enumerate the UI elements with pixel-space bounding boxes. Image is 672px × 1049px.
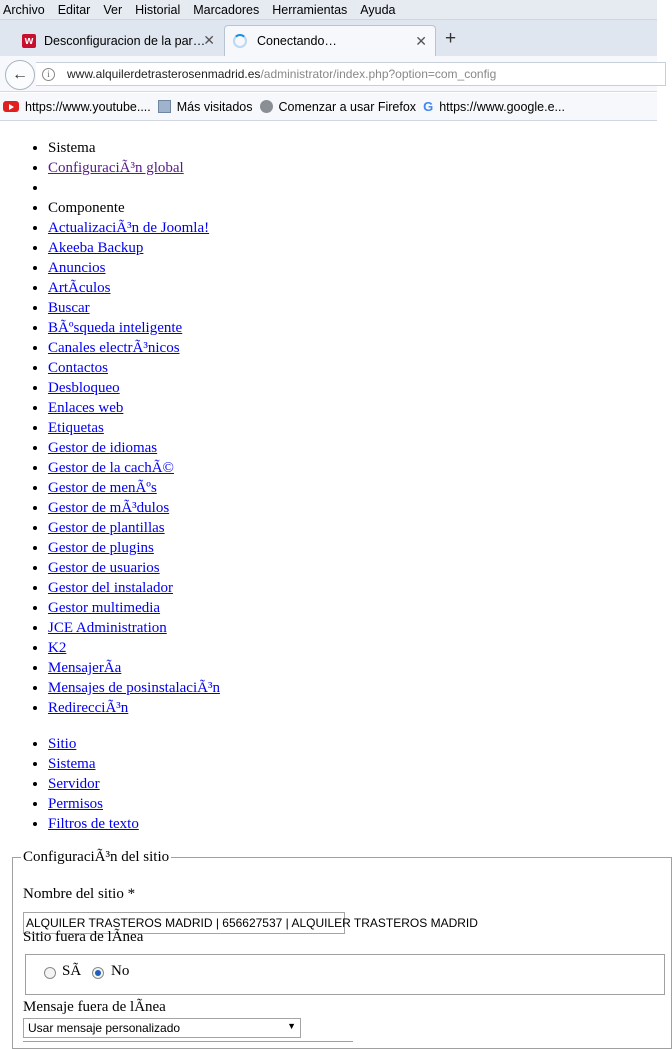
menu-ver[interactable]: Ver — [103, 2, 123, 17]
list-item — [48, 318, 220, 338]
url-domain: www.alquilerdetrasterosenmadrid.es — [67, 67, 261, 81]
offline-radio-group — [25, 954, 665, 995]
menu-marcadores[interactable]: Marcadores — [193, 2, 260, 17]
link-component[interactable]: MensajerÃa — [48, 660, 122, 676]
list-item — [48, 398, 220, 418]
list-item — [48, 814, 139, 834]
offline-no-label: No — [111, 963, 130, 979]
tab-sitio[interactable]: Sitio — [48, 736, 77, 752]
list-item — [48, 578, 220, 598]
tab-desconfiguracion[interactable] — [14, 25, 223, 56]
list-item — [48, 258, 220, 278]
tab-filtros-de-texto[interactable]: Filtros de texto — [48, 816, 139, 832]
list-item — [48, 218, 220, 238]
back-button[interactable] — [5, 60, 35, 90]
tab-servidor[interactable]: Servidor — [48, 776, 100, 792]
tab-conectando[interactable] — [224, 25, 436, 56]
menu-bar — [0, 0, 657, 20]
list-item — [48, 438, 220, 458]
back-arrow-icon: ← — [12, 66, 28, 83]
link-component[interactable]: ArtÃculos — [48, 280, 111, 296]
list-item — [48, 358, 220, 378]
link-component[interactable]: Desbloqueo — [48, 380, 120, 396]
offline-message-label: Mensaje fuera de lÃnea — [23, 999, 166, 1015]
tab-title: Desconfiguracion de la par… — [44, 33, 206, 48]
list-item — [48, 678, 220, 698]
offline-yes-label: SÃ — [62, 963, 82, 979]
link-component[interactable]: RedirecciÃ³n — [48, 700, 129, 716]
link-component[interactable]: Canales electrÃ³nicos — [48, 340, 180, 356]
info-icon[interactable]: i — [42, 68, 55, 81]
new-tab-button[interactable]: + — [445, 28, 457, 49]
link-component[interactable]: Buscar — [48, 300, 90, 316]
close-icon[interactable]: ✕ — [203, 32, 215, 48]
loading-spinner-icon — [233, 34, 247, 48]
bookmark-label: Más visitados — [176, 99, 253, 114]
bookmark-label: https://www.youtube.... — [25, 99, 151, 114]
list-item — [48, 238, 220, 258]
divider — [23, 1041, 353, 1042]
menu-herramientas[interactable]: Herramientas — [272, 2, 348, 17]
empty-list-item — [48, 178, 220, 198]
link-component[interactable]: Gestor de plugins — [48, 540, 154, 556]
offline-no-radio[interactable] — [92, 967, 104, 979]
bookmark-firefox[interactable] — [260, 100, 417, 114]
link-component[interactable]: Mensajes de posinstalaciÃ³n — [48, 680, 220, 696]
link-component[interactable]: Gestor de idiomas — [48, 440, 158, 456]
tab-sistema[interactable]: Sistema — [48, 756, 96, 772]
offline-label: Sitio fuera de lÃnea — [23, 929, 144, 945]
list-item — [48, 518, 220, 538]
list-item — [48, 158, 220, 178]
link-configuracion-global[interactable]: ConfiguraciÃ³n global — [48, 160, 184, 176]
link-component[interactable]: K2 — [48, 640, 67, 656]
bookmarks-bar — [0, 93, 657, 121]
link-component[interactable]: Gestor de mÃ³dulos — [48, 500, 170, 516]
list-item — [48, 418, 220, 438]
config-tabs — [0, 734, 139, 834]
firefox-icon — [260, 100, 273, 113]
list-item — [48, 658, 220, 678]
bookmark-most-visited[interactable] — [158, 100, 253, 114]
list-item — [48, 774, 139, 794]
site-name-input[interactable]: ALQUILER TRASTEROS MADRID | 656627537 | ALQUILER TRASTEROS MADRID — [23, 912, 345, 934]
list-item — [48, 754, 139, 774]
list-item — [48, 458, 220, 478]
link-component[interactable]: ActualizaciÃ³n de Joomla! — [48, 220, 210, 236]
site-config-fieldset — [12, 849, 672, 1049]
list-item — [48, 378, 220, 398]
menu-archivo[interactable]: Archivo — [3, 2, 45, 17]
list-item — [48, 734, 139, 754]
most-visited-icon — [158, 100, 171, 113]
list-item — [48, 698, 220, 718]
w-logo-icon: w — [22, 34, 36, 48]
list-item — [48, 558, 220, 578]
bookmark-google[interactable] — [423, 99, 565, 114]
sidebar-menu — [0, 138, 220, 718]
dropdown-arrow-icon: ▼ — [287, 1021, 296, 1031]
url-bar[interactable] — [36, 62, 666, 86]
list-item — [48, 338, 220, 358]
menu-ayuda[interactable]: Ayuda — [360, 2, 396, 17]
offline-yes-radio[interactable] — [44, 967, 56, 979]
link-component[interactable]: Akeeba Backup — [48, 240, 144, 256]
section-heading-componente: • Componente — [48, 198, 220, 218]
link-component[interactable]: Gestor del instalador — [48, 580, 173, 596]
select-value: Usar mensaje personalizado — [28, 1021, 181, 1035]
link-component[interactable]: Gestor de plantillas — [48, 520, 165, 536]
menu-editar[interactable]: Editar — [57, 2, 91, 17]
tab-permisos[interactable]: Permisos — [48, 796, 104, 812]
bookmark-label: https://www.google.e... — [439, 99, 565, 114]
link-component[interactable]: JCE Administration — [48, 620, 167, 636]
tab-strip — [0, 20, 657, 56]
list-item — [48, 618, 220, 638]
list-item — [48, 538, 220, 558]
fieldset-legend: ConfiguraciÃ³n del sitio — [23, 849, 170, 865]
site-name-label: Nombre del sitio * — [23, 886, 136, 902]
link-component[interactable]: Gestor de menÃºs — [48, 480, 157, 496]
link-component[interactable]: Gestor multimedia — [48, 600, 161, 616]
url-path: /administrator/index.php?option=com_config — [260, 67, 497, 81]
link-component[interactable]: BÃºsqueda inteligente — [48, 320, 183, 336]
close-icon[interactable]: ✕ — [415, 32, 427, 49]
list-item — [48, 298, 220, 318]
youtube-icon — [3, 101, 19, 112]
list-item — [48, 598, 220, 618]
link-component[interactable]: Contactos — [48, 360, 108, 376]
bookmark-youtube[interactable] — [3, 100, 151, 114]
list-item — [48, 278, 220, 298]
bookmark-label: Comenzar a usar Firefox — [278, 99, 417, 114]
menu-historial[interactable]: Historial — [135, 2, 181, 17]
section-heading-sistema: • Sistema — [48, 138, 220, 158]
tab-title: Conectando… — [257, 34, 337, 48]
link-component[interactable]: Anuncios — [48, 260, 106, 276]
navigation-bar — [0, 56, 657, 92]
link-component[interactable]: Gestor de la cachÃ© — [48, 460, 174, 476]
list-item — [48, 794, 139, 814]
list-item — [48, 498, 220, 518]
list-item — [48, 638, 220, 658]
link-component[interactable]: Enlaces web — [48, 400, 124, 416]
link-component[interactable]: Gestor de usuarios — [48, 560, 160, 576]
list-item — [48, 478, 220, 498]
link-component[interactable]: Etiquetas — [48, 420, 104, 436]
google-icon: G — [423, 99, 434, 114]
offline-message-select[interactable] — [23, 1018, 301, 1038]
